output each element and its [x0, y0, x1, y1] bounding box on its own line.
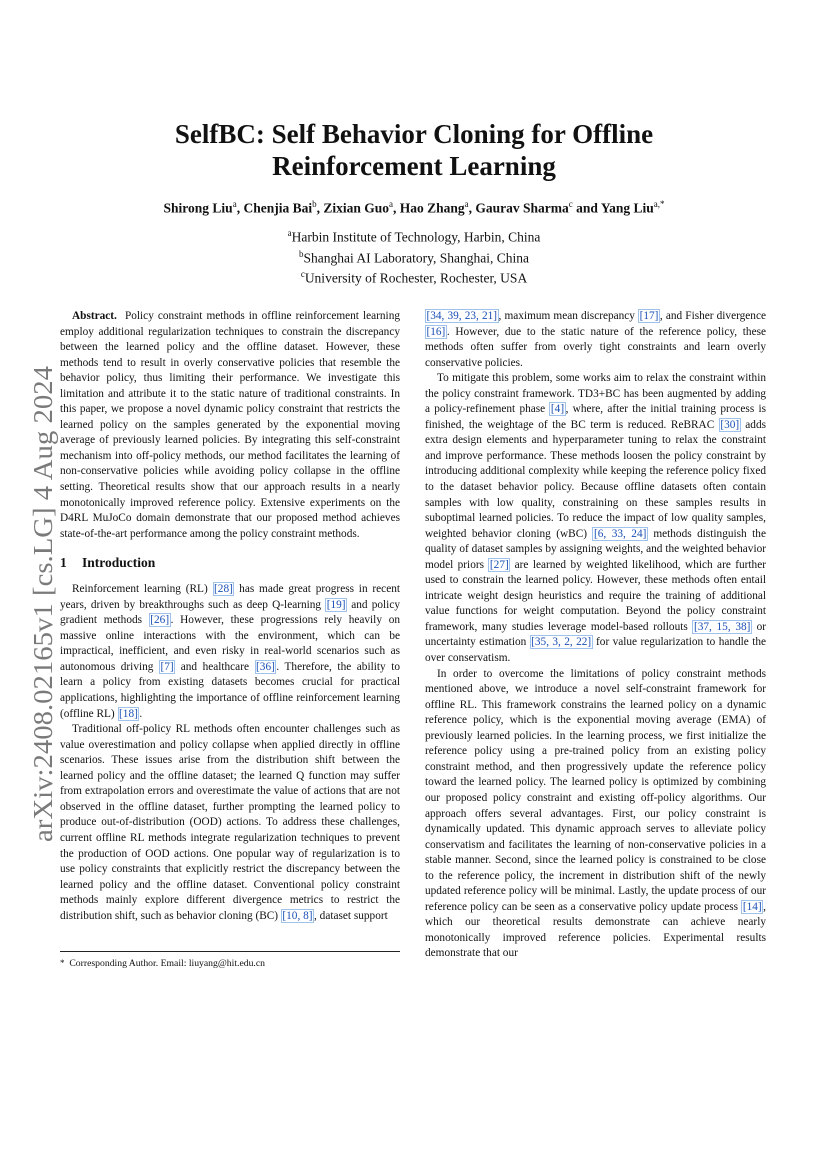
section-title: Introduction: [82, 555, 156, 571]
citation-link[interactable]: [17]: [639, 310, 659, 322]
citation-link[interactable]: [26]: [150, 614, 170, 627]
abstract: [60, 309, 400, 542]
body-paragraph: [425, 371, 766, 666]
affiliation-mark: b: [298, 248, 304, 259]
body-text: and policy gradient methods: [60, 598, 400, 627]
right-body-text: [425, 309, 766, 962]
body-paragraph: [60, 582, 400, 722]
author-name: Gaurav Sharma: [475, 200, 569, 216]
title-line-2: Reinforcement Learning: [272, 151, 556, 181]
body-text: In order to overcome the limitations of policy constraint methods mentioned above, we introduce a novel self-constraint framework for offline RL. This framework constrains the learned policy on a dynamic reference policy, which is the exponential moving average (EMA) of previously learned policies. In the learning process, we first initialize the reference policy using a pre-trained policy from an existing policy constraint method, and then progressively update the reference policy toward the learned policy. The learned policy is optimized by combining our proposed policy constraint and existing off-policy algorithms. Our approach offers several advantages. First, our policy constraint is dynamically updated. This dynamic approach serves to alleviate policy conservatism and facilitates the learning of non-conservative policies in a stable manner. Second, since the learned policy is constrained to be close to the reference policy, the increment in distribution shift of the newly updated reference policy will be minimal. Lastly, the update process of our reference policy can be seen as a conservative policy update process: [425, 667, 766, 913]
citation-link[interactable]: [7]: [160, 660, 174, 673]
body-text: , maximum mean discrepancy: [498, 310, 639, 322]
footnote-rule: [60, 951, 400, 952]
affiliation-text: University of Rochester, Rochester, USA: [304, 270, 528, 286]
body-text: , and Fisher divergence: [659, 310, 766, 322]
body-text: Traditional off-policy RL methods often encounter challenges such as value overestimation and policy collapse when applied directly in offline scenarios. These issues arise from the distribution shift between the learned policy and the offline dataset; the learned Q function may suffer from extrapolation errors and overestimate the value of actions that are not observed in the offline dataset, further prompting the learned policy to produce out-of-distribution (OOD) actions. To address these challenges, current offline RL methods integrate regularization techniques to prevent the production of OOD actions. One popular way of regularization is to use policy constraints that explicitly restrict the discrepancy between the learned policy and the offline dataset. Conventional policy constraint methods mainly explore different divergence metrics to restrict the distribution shift, such as behavior cloning (BC): [60, 723, 400, 922]
citation-link[interactable]: [16]: [426, 325, 446, 338]
citation-link[interactable]: [34, 39, 23, 21]: [426, 310, 498, 322]
citation-link[interactable]: [27]: [489, 558, 509, 571]
author-list: Shirong Liu$^a$, Chenjia Bai$^b$, Zixian Guo$^a$, Hao Zhang$^a$, Gaurav Sharma$^c$ and Yang Liu$^{a,*}$: [163, 199, 665, 216]
footnote-text: [60, 957, 400, 970]
citation-link[interactable]: [30]: [720, 418, 740, 431]
abstract-text: Policy constraint methods in offline reinforcement learning employ additional regularization techniques to constrain the discrepancy between the learned policy and the offline dataset. However, these methods tend to result in overly conservative policies that resemble the behavior policy, thus limiting their performance. We investigate this limitation and attribute it to the static nature of traditional constraints. In this paper, we propose a novel dynamic policy constraint that restricts the learned policy on the samples generated by the exponential moving average of previously learned policies. By integrating this self-constraint mechanism into off-policy methods, our method facilitates the learning of non-conservative policies while avoiding policy collapse in the offline setting. Theoretical results show that our approach results in a nearly monotonically improved reference policy. Extensive experiments on the D4RL MuJoCo domain demonstrate that our proposed method achieves state-of-the-art performance among the policy constraint methods.: [60, 310, 400, 540]
citation-link[interactable]: [37, 15, 38]: [693, 620, 751, 633]
section-number: 1: [60, 555, 67, 571]
author-name: Zixian Guo: [323, 200, 389, 216]
left-body-text: [60, 582, 400, 924]
citation-link[interactable]: [19]: [326, 598, 346, 611]
left-column: [60, 309, 400, 924]
author-name: Chenjia Bai: [243, 200, 313, 216]
author-affil-mark: c: [568, 199, 573, 209]
body-paragraph: [425, 667, 766, 962]
citation-link[interactable]: [35, 3, 2, 22]: [531, 636, 592, 649]
author-affil-mark: a: [232, 199, 237, 209]
body-text: or uncertainty estimation: [425, 620, 766, 649]
affiliation-text: Harbin Institute of Technology, Harbin, China: [291, 229, 541, 245]
arxiv-stamp-text: arXiv:2408.02165v1 [cs.LG] 4 Aug 2024: [28, 395, 58, 842]
body-text: . Therefore, the ability to learn a policy from existing datasets becomes crucial for practical applications, highlighting the importance of offline reinforcement learning (offline RL): [60, 660, 400, 720]
affiliation-line: [60, 225, 768, 246]
author-affil-mark: a,*: [653, 199, 665, 209]
body-text: Reinforcement learning (RL): [72, 583, 213, 596]
citation-link[interactable]: [4]: [550, 403, 565, 416]
affiliation-mark: a: [287, 228, 292, 238]
section-heading-introduction: [60, 554, 400, 572]
body-text: are learned by weighted likelihood, which are further used to constrain the learned policy. However, these methods often entail intricate weight design heuristics and require the training of additional value functions for weight computation. Beyond the policy constraint framework, many studies leverage model-based rollouts: [425, 558, 766, 633]
arxiv-stamp-svg: [20, 366, 60, 842]
author-affil-mark: a: [464, 199, 469, 209]
abstract-label: Abstract.: [72, 310, 117, 322]
body-text: , which our theoretical results demonstrate can achieve nearly monotonically improved reference policies. Experimental results demonstrate that our: [425, 900, 766, 960]
citation-link[interactable]: [14]: [742, 900, 762, 913]
author-name: Yang Liu: [600, 200, 654, 216]
affiliation-line: [60, 266, 768, 287]
author-name: Hao Zhang: [399, 200, 465, 216]
citation-link[interactable]: [28]: [214, 583, 233, 596]
citation-link[interactable]: [6, 33, 24]: [593, 527, 647, 540]
citation-link[interactable]: [10, 8]: [282, 909, 313, 922]
body-text: and healthcare: [175, 660, 255, 673]
author-affil-mark: b: [312, 199, 317, 209]
citation-link[interactable]: [36]: [256, 660, 275, 673]
title-line-1: SelfBC: Self Behavior Cloning for Offline: [174, 119, 654, 149]
body-text: methods distinguish the quality of dataset samples by assigning weights, and the weighted behavior model priors: [425, 527, 766, 571]
right-column: [425, 309, 766, 962]
paper-title: [60, 118, 768, 182]
affiliation-text: Shanghai AI Laboratory, Shanghai, China: [303, 250, 530, 265]
body-text: .: [139, 707, 143, 720]
footnote: [60, 951, 400, 970]
affiliation-line: [60, 246, 768, 267]
body-paragraph: [425, 309, 766, 371]
body-text: , where, after the initial training process is finished, the weightage of the BC term is reduced. ReBRAC: [425, 403, 766, 431]
affiliation-list: [60, 225, 768, 287]
body-text: for value regularization to handle the over conservatism.: [425, 636, 766, 665]
body-text: . However, due to the static nature of the reference policy, these methods often suffer from overly tight constraints and learn overly conservative policies.: [425, 325, 766, 369]
author-name: Shirong Liu: [163, 200, 233, 216]
body-text: adds extra design elements and hyperparameter tuning to relax the constraint and improve performance. These methods loosen the policy constraint by introducing additional complexity while keeping the reference policy fixed to the dataset behavior policy. Because offline datasets often contain samples with low quality, constraining on these samples results in suboptimal learned policies. To reduce the impact of low quality samples, weighted behavior cloning (wBC): [425, 418, 766, 540]
arxiv-side-stamp: [20, 366, 60, 842]
body-text: , dataset support: [314, 909, 388, 922]
body-text: . However, these progressions rely heavily on massive online interactions with the environment, which can be impractical, inefficient, and even risky in real-world scenarios such as autonomous driving: [60, 614, 400, 673]
author-affil-mark: a: [389, 199, 393, 209]
footnote-content: Corresponding Author. Email: liuyang@hit.edu.cn: [69, 958, 265, 969]
citation-link[interactable]: [18]: [119, 707, 138, 720]
footnote-mark: *: [60, 958, 65, 968]
body-text: To mitigate this problem, some works aim to relax the constraint within the policy constraint framework. TD3+BC has been augmented by adding a policy-refinement phase: [425, 372, 766, 416]
body-paragraph: [60, 722, 400, 924]
affiliation-mark: c: [300, 269, 305, 279]
body-text: has made great progress in recent years, driven by breakthroughs such as deep Q-learning: [60, 583, 401, 611]
